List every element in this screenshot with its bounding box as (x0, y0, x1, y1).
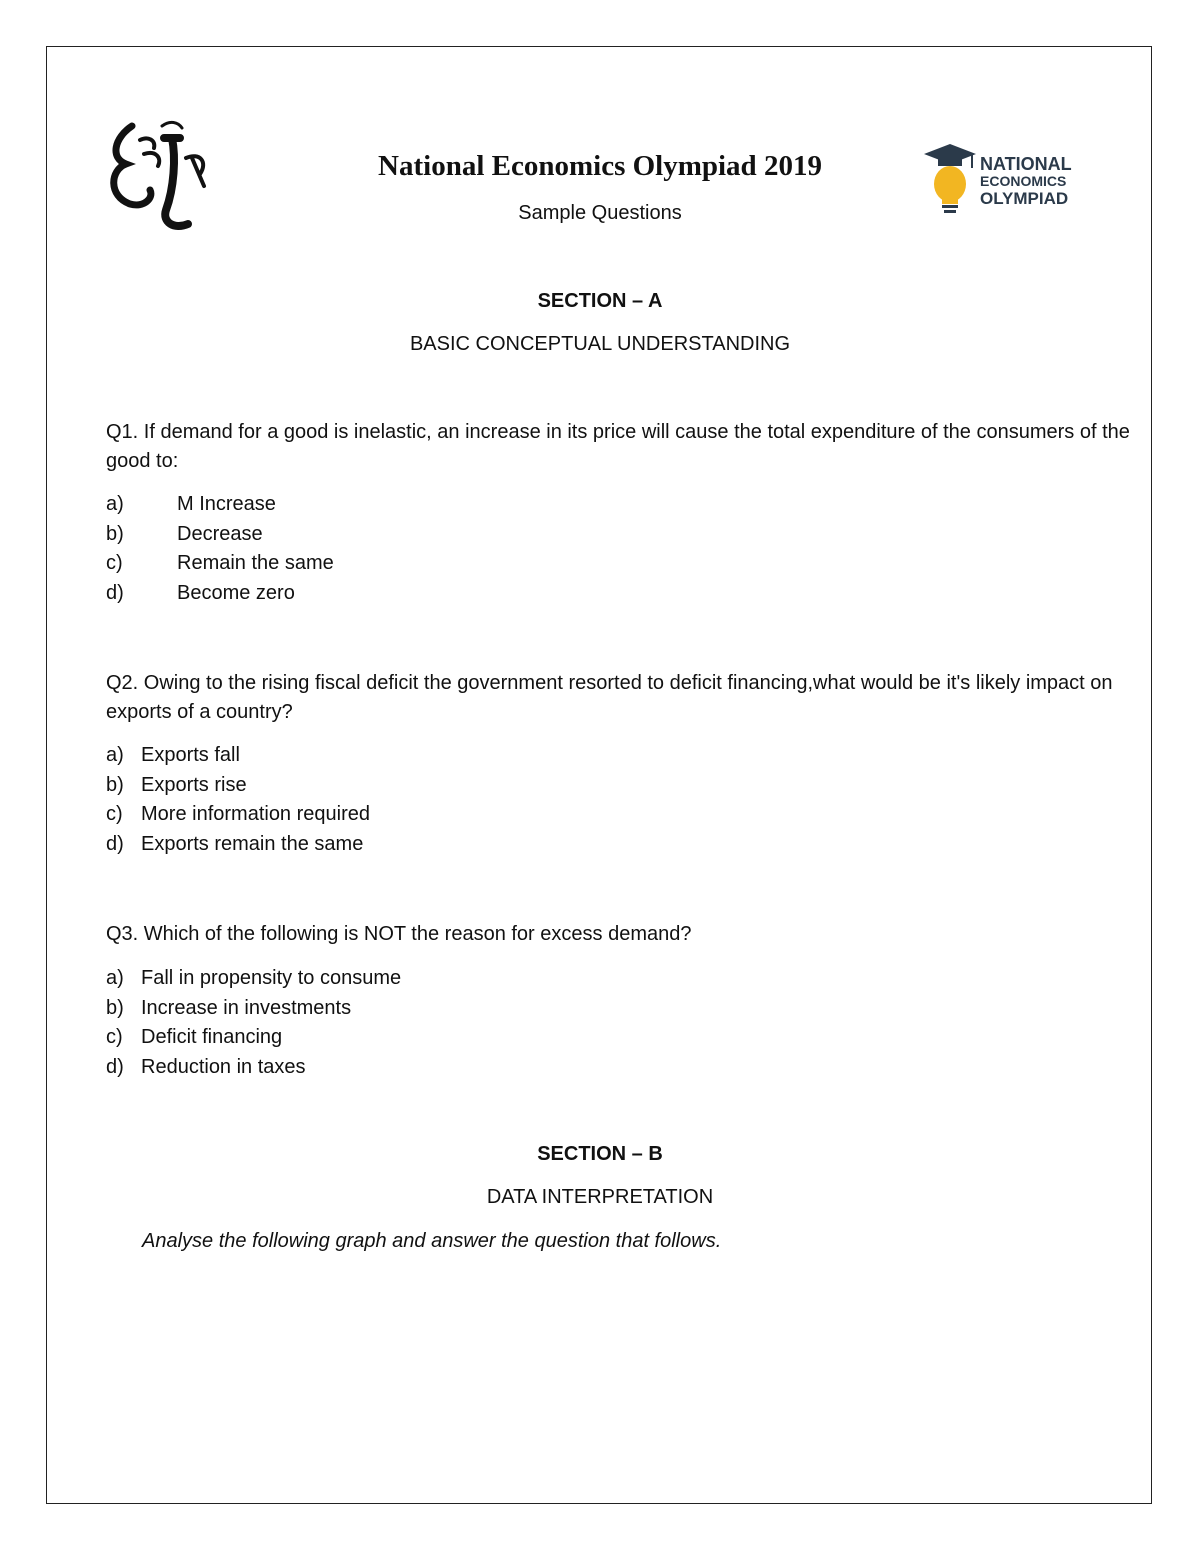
logo-line-olympiad: OLYMPIAD (980, 189, 1069, 208)
section-a-heading: SECTION – A (537, 290, 663, 312)
page-title: National Economics Olympiad 2019 (378, 150, 822, 182)
option-a: a) Exports fall (106, 744, 240, 766)
question-3-text: Q3. Which of the following is NOT the reason for excess demand? (106, 923, 692, 945)
question-2-text: Q2. Owing to the rising fiscal deficit the government resorted to deficit financing,what would be it's likely impact on exports of a country? (106, 672, 1113, 723)
question-1-options (106, 490, 334, 608)
logo-line-national: NATIONAL (980, 154, 1072, 174)
option-d: d) Become zero (106, 581, 295, 604)
option-a: a) Fall in propensity to consume (106, 967, 402, 989)
option-a: a) M Increase (106, 493, 276, 515)
option-c: c) More information required (106, 803, 370, 825)
section-b-subheading: DATA INTERPRETATION (486, 1186, 714, 1208)
section-b-heading: SECTION – B (537, 1143, 663, 1165)
option-d: d) Reduction in taxes (106, 1055, 306, 1078)
option-b: b) Exports rise (106, 773, 247, 796)
section-b-instruction: Analyse the following graph and answer the question that follows. (142, 1230, 722, 1252)
logo-line-economics: ECONOMICS (980, 173, 1067, 189)
question-1-text: Q1. If demand for a good is inelastic, an increase in its price will cause the total expenditure of the consumers of the good to: (106, 421, 1130, 472)
page-subtitle: Sample Questions (518, 202, 682, 224)
option-c: c) Deficit financing (106, 1026, 283, 1048)
olympiad-logo (920, 140, 1080, 220)
graduation-cap-lightbulb-icon (920, 140, 980, 220)
question-2-options (106, 741, 370, 859)
option-b: b) Increase in investments (106, 996, 352, 1019)
section-a-subheading: BASIC CONCEPTUAL UNDERSTANDING (409, 333, 791, 355)
option-c: c) Remain the same (106, 552, 334, 574)
question-3-options (106, 964, 401, 1082)
option-b: b) Decrease (106, 522, 263, 545)
option-d: d) Exports remain the same (106, 832, 364, 855)
